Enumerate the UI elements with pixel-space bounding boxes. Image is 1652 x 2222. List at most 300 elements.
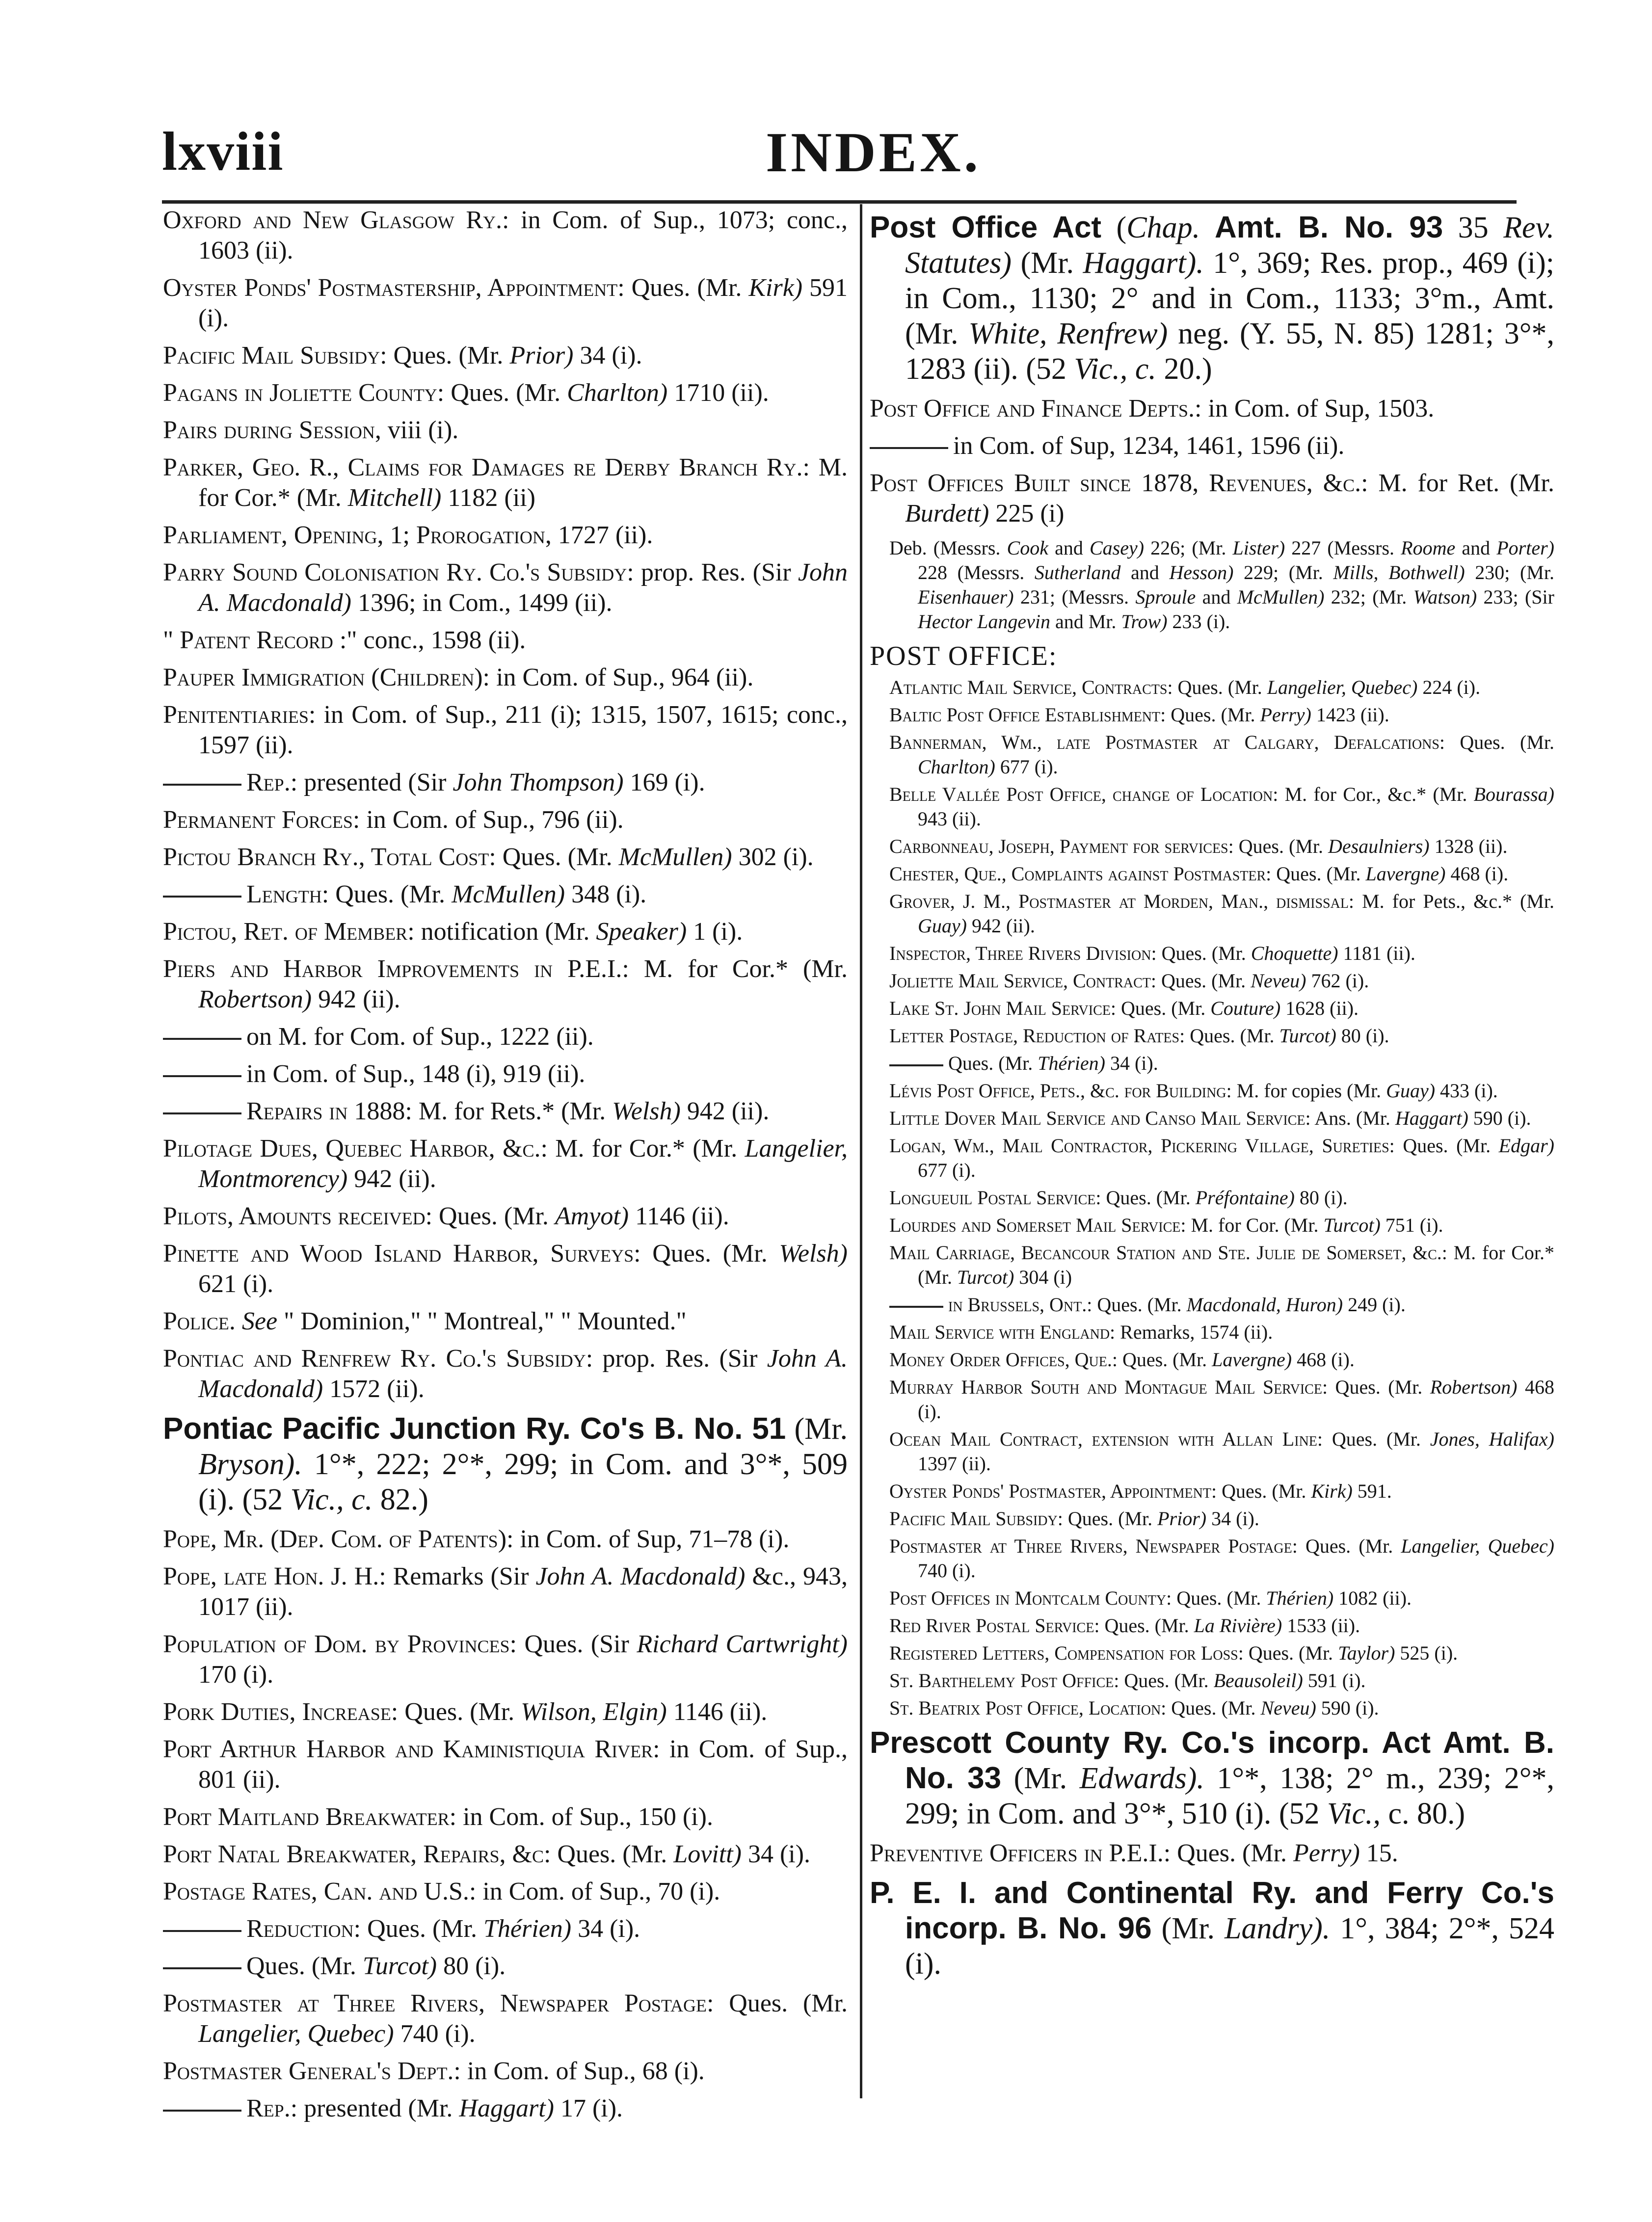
entry-text: 224 (i). [1417, 676, 1481, 698]
entry-text: Ques. (Mr. [1394, 1135, 1499, 1157]
entry-heading: Carbonneau, Joseph, Payment for services: [889, 835, 1234, 857]
entry-heading: Oyster Ponds' Postmastership, Appointment: [163, 274, 625, 302]
entry-text: Ques. (Mr. [1445, 731, 1554, 753]
ditto-dash [163, 1930, 241, 1932]
entry-text: in Com. of Sup., 148 (i), 919 (ii). [246, 1060, 586, 1088]
entry-text: 1572 (ii). [323, 1375, 425, 1403]
index-entry [889, 1213, 1554, 1238]
entry-text: Ques. (Mr. [1271, 863, 1366, 885]
entry-text: Remarks, 1574 (ii). [1115, 1321, 1273, 1343]
entry-text: 942 (ii). [312, 985, 400, 1013]
entry-text: Ques. (Mr. [1119, 1669, 1214, 1692]
entry-heading: Postmaster at Three Rivers, Newspaper Postage: [163, 1989, 714, 2017]
ditto-dash [163, 2110, 241, 2112]
entry-text: Ques. (Mr. [1328, 1376, 1430, 1398]
index-entry [889, 1375, 1554, 1424]
index-entry [163, 625, 848, 656]
entry-heading: Length: [246, 880, 329, 908]
entry-text: 942 (ii). [966, 915, 1035, 937]
entry-text: 34 (i). [573, 342, 642, 370]
entry-heading: Little Dover Mail Service and Canso Mail Service: [889, 1107, 1311, 1129]
entry-italic: Sutherland [1034, 561, 1121, 583]
entry-heading: Repairs in 1888: [246, 1097, 412, 1125]
entry-text: M. for copies (Mr. [1231, 1080, 1386, 1102]
entry-italic: Landry). [1225, 1912, 1331, 1945]
entry-text: 232; (Mr. [1324, 586, 1413, 608]
entry-text: 1727 (ii). [551, 521, 653, 549]
entry-text: Ques. (Mr. [1092, 1294, 1187, 1316]
index-entry [889, 1479, 1554, 1504]
entry-text: 677 (i). [918, 1159, 976, 1181]
entry-text: 1328 (ii). [1429, 835, 1508, 857]
entry-italic: Macdonald, Huron) [1186, 1294, 1343, 1316]
entry-text: M. for Cor.* (Mr. [918, 1242, 1554, 1288]
entry-italic: Jones, Halifax) [1430, 1428, 1555, 1450]
entry-text: 1°, 369; Res. prop., 469 (i); in Com., 1130; 2° and in Com., 1133; 3°m., Amt. (Mr. [905, 246, 1554, 350]
entry-italic: Préfontaine) [1195, 1187, 1295, 1209]
entry-heading: Preventive Officers in P.E.I.: [870, 1839, 1171, 1867]
entry-heading: Oxford and New Glasgow Ry.: [163, 206, 509, 234]
ditto-dash [163, 896, 241, 898]
entry-text: 942 (ii). [680, 1097, 770, 1125]
entry-text: 226; (Mr. [1144, 537, 1233, 559]
page-number: lxviii [162, 121, 284, 182]
entry-text: 1082 (ii). [1333, 1587, 1412, 1609]
entry-italic: Casey) [1089, 537, 1145, 559]
entry-italic: Desaulniers) [1328, 835, 1430, 857]
index-entry [870, 1876, 1554, 1982]
entry-italic: Choquette) [1251, 942, 1338, 964]
index-entry [163, 1344, 848, 1404]
left-column [163, 205, 848, 2131]
index-entry [889, 675, 1554, 700]
entry-italic: Haggart) [459, 2094, 554, 2122]
entry-italic: Couture) [1210, 997, 1281, 1019]
entry-heading: Pilotage Dues, Quebec Harbor, &c.: [163, 1135, 548, 1163]
entry-text: 1396; in Com., 1499 (ii). [351, 589, 613, 617]
entry-italic: Vic., c. [1074, 352, 1156, 386]
index-entry [889, 1051, 1554, 1076]
ditto-dash [163, 784, 241, 786]
entry-text: Ques. (Mr. [1171, 1839, 1294, 1867]
entry-text: 1533 (ii). [1282, 1614, 1360, 1637]
entry-heading: Reduction: [246, 1915, 361, 1943]
entry-italic: Lister) [1232, 537, 1285, 559]
index-entry [163, 1877, 848, 1907]
entry-heading: Port Maitland Breakwater: [163, 1803, 457, 1831]
entry-text: 591 (i). [198, 274, 848, 332]
entry-text: in Com. of Sup., 964 (ii). [490, 663, 754, 691]
entry-text: Ques. (Mr. [714, 1989, 848, 2017]
index-entry [163, 1096, 848, 1127]
entry-text: in Com. of Sup., 801 (ii). [198, 1735, 848, 1794]
entry-text: Ques. (Mr. [1117, 1349, 1212, 1371]
index-entry [889, 703, 1554, 727]
entry-heading: Mail Service with England: [889, 1321, 1116, 1343]
right-column [870, 205, 1554, 1988]
entry-italic: Haggart). [1083, 246, 1204, 280]
entry-heading: Chester, Que., Complaints against Postmaster: [889, 863, 1272, 885]
index-entry [889, 1106, 1554, 1131]
entry-text: 20.) [1156, 352, 1212, 386]
index-entry [163, 1802, 848, 1832]
entry-text: (Mr. [786, 1412, 848, 1446]
index-entry [889, 969, 1554, 993]
ditto-dash [163, 1038, 241, 1040]
entry-heading: Atlantic Mail Service, Contracts: [889, 676, 1173, 698]
entry-heading: Rep.: [246, 2094, 298, 2122]
index-entry [889, 889, 1554, 938]
entry-heading: Post Offices Built since 1878, Revenues, &c.: [870, 469, 1368, 497]
entry-text: 229; (Mr. [1233, 561, 1333, 583]
entry-italic: Amyot) [555, 1202, 629, 1230]
index-entry [163, 1629, 848, 1690]
entry-italic: Burdett) [905, 500, 989, 528]
entry-text: 228 (Messrs. [918, 561, 1035, 583]
index-entry [870, 1725, 1554, 1831]
entry-italic: Welsh) [612, 1097, 681, 1125]
entry-italic: Hesson) [1169, 561, 1234, 583]
entry-text: notification (Mr. [414, 918, 596, 946]
index-entry [163, 954, 848, 1015]
entry-heading: Lévis Post Office, Pets., &c. for Building: [889, 1080, 1232, 1102]
entry-text: 468 (i). [1445, 863, 1509, 885]
entry-text: 80 (i). [1336, 1025, 1389, 1047]
entry-text: Ques. (Mr. [1101, 1187, 1196, 1209]
index-entry [889, 1507, 1554, 1531]
entry-italic: Hector Langevin [918, 610, 1050, 633]
entry-text: neg. (Y. 55, N. 85) 1281; 3°*, 1283 (ii). (52 [905, 317, 1555, 386]
entry-text: Ques. (Mr. [1297, 1535, 1401, 1557]
entry-text: 468 (i). [918, 1376, 1555, 1423]
entry-heading: Murray Harbor South and Montague Mail Service: [889, 1376, 1328, 1398]
entry-italic: Lavergne) [1212, 1349, 1292, 1371]
entry-text: 1710 (ii). [667, 379, 769, 407]
index-entry [163, 1561, 848, 1622]
entry-italic: Bourassa) [1473, 783, 1554, 805]
index-entry [163, 452, 848, 513]
index-entry [889, 1079, 1554, 1103]
entry-text: 304 (i) [1014, 1266, 1072, 1288]
entry-text: M. for Cor.* (Mr. [547, 1135, 745, 1163]
entry-text: " Dominion," " Montreal," " Mounted." [277, 1307, 687, 1335]
index-entry [870, 431, 1554, 461]
entry-text: &c., 943, 1017 (ii). [198, 1562, 848, 1621]
entry-italic: Charlton) [918, 756, 995, 778]
entry-text: in Com. of Sup., 68 (i). [460, 2057, 705, 2085]
entry-text: 35 [1443, 211, 1504, 244]
entry-italic: John A. Macdonald) [198, 558, 848, 617]
entry-italic: McMullen) [452, 880, 565, 908]
entry-italic: Langelier, Quebec) [198, 2020, 394, 2048]
entry-text: (Mr. [1001, 1762, 1080, 1795]
index-entry [163, 1839, 848, 1870]
entry-text: (Mr. [1011, 246, 1083, 280]
index-entry [889, 834, 1554, 859]
entry-italic: Vic., [1327, 1797, 1381, 1830]
entry-heading: Longueuil Postal Service: [889, 1187, 1101, 1209]
index-entry [870, 641, 1554, 671]
entry-text: 80 (i). [437, 1952, 506, 1980]
entry-heading: Grover, J. M., Postmaster at Morden, Man., dismissal: [889, 890, 1355, 912]
entry-heading: Pictou Branch Ry., Total Cost: [163, 843, 496, 871]
entry-italic: Porter) [1496, 537, 1554, 559]
entry-heading: Pinette and Wood Island Harbor, Surveys: [163, 1240, 641, 1268]
ditto-dash [889, 1306, 943, 1308]
entry-heading: Registered Letters, Compensation for Loss: [889, 1642, 1244, 1664]
entry-italic: Turcot) [957, 1266, 1014, 1288]
entry-text: Ques. (Mr. [246, 1952, 363, 1980]
index-entry [870, 394, 1554, 424]
entry-heading: in Brussels, Ont.: [948, 1294, 1092, 1316]
entry-heading: Postmaster at Three Rivers, Newspaper Postage: [889, 1535, 1298, 1557]
entry-text: M. for Rets.* (Mr. [412, 1097, 613, 1125]
entry-heading: Port Natal Breakwater, Repairs, &c: [163, 1840, 551, 1868]
entry-text: 34 (i). [571, 1915, 640, 1943]
entry-text: 34 (i). [1105, 1052, 1158, 1074]
entry-text: M. for Cor.* (Mr. [629, 955, 848, 983]
entry-italic: Langelier, Quebec) [1267, 676, 1418, 698]
index-entry [889, 1534, 1554, 1583]
entry-text: in Com. of Sup., 211 (i); 1315, 1507, 1615; conc., 1597 (ii). [198, 701, 848, 759]
entry-text: 233; (Sir [1477, 586, 1554, 608]
entry-italic: Edwards). [1079, 1762, 1204, 1795]
index-entry [163, 1201, 848, 1232]
entry-heading: Inspector, Three Rivers Division: [889, 942, 1157, 964]
index-entry [163, 205, 848, 266]
entry-heading: Population of Dom. by Provinces: [163, 1630, 517, 1658]
entry-italic: La Rivière) [1194, 1614, 1282, 1637]
index-entry [889, 862, 1554, 886]
entry-text: 227 (Messrs. [1285, 537, 1401, 559]
index-entry [163, 2093, 848, 2124]
entry-text: viii (i). [381, 416, 459, 444]
index-entry [163, 917, 848, 947]
entry-text: in Com. of Sup, 1234, 1461, 1596 (ii). [953, 432, 1345, 460]
entry-text: 433 (i). [1435, 1080, 1498, 1102]
entry-italic: Turcot) [1279, 1025, 1336, 1047]
entry-heading: Mail Carriage, Becancour Station and Ste. Julie de Somerset, &c.: [889, 1242, 1447, 1264]
entry-text: 169 (i). [623, 768, 705, 796]
entry-italic: Langelier, Montmorency) [198, 1135, 848, 1193]
index-entry [163, 1697, 848, 1727]
ditto-dash [163, 1075, 241, 1077]
index-entry [889, 1134, 1554, 1183]
entry-text: Ques. (Mr. [329, 880, 452, 908]
entry-heading: Amt. B. No. 93 [1200, 211, 1443, 244]
entry-heading: Pope, Mr. (Dep. Com. of Patents): [163, 1525, 514, 1553]
index-entry [163, 879, 848, 910]
ditto-dash [163, 1112, 241, 1114]
entry-heading: Parker, Geo. R., Claims for Damages re Derby Branch Ry.: [163, 453, 810, 481]
index-entry [163, 1734, 848, 1795]
entry-text: Ques. (Mr. [1156, 942, 1251, 964]
entry-italic: Lavergne) [1365, 863, 1446, 885]
entry-text: M. for Cor. (Mr. [1186, 1214, 1324, 1236]
entry-text: 80 (i). [1294, 1187, 1348, 1209]
entry-heading: Permanent Forces: [163, 806, 360, 834]
entry-heading: Bannerman, Wm., late Postmaster at Calgary, Defalcations: [889, 731, 1445, 753]
entry-text: in Com. of Sup., 150 (i). [456, 1803, 713, 1831]
entry-italic: Trow) [1121, 610, 1168, 633]
entry-heading: P. E. I. and Continental Ry. and Ferry Co.'s incorp. B. No. 96 [870, 1876, 1554, 1945]
entry-text: Ques. (Mr. [551, 1840, 674, 1868]
entry-text: 1°*, 222; 2°*, 299; in Com. and 3°*, 509 (i). (52 [198, 1448, 848, 1516]
entry-italic: John Thompson) [453, 768, 624, 796]
index-entry [163, 557, 848, 618]
entry-heading: Pontiac and Renfrew Ry. Co.'s Subsidy: [163, 1345, 593, 1373]
index-entry [889, 1614, 1554, 1638]
entry-italic: McMullen) [618, 843, 732, 871]
entry-italic: Kirk) [1311, 1480, 1353, 1502]
index-entry [163, 2056, 848, 2087]
entry-text: 525 (i). [1395, 1642, 1458, 1664]
entry-heading: Post Offices in Montcalm County: [889, 1587, 1172, 1609]
entry-text: Ques. (Mr. [1233, 835, 1328, 857]
entry-text: Ques. (Mr. [1217, 1480, 1311, 1502]
entry-heading: Prorogation, [416, 521, 552, 549]
entry-text: in Com. of Sup., 70 (i). [476, 1878, 720, 1905]
entry-italic: Richard Cartwright) [637, 1630, 848, 1658]
entry-text: (Mr. [1151, 1912, 1225, 1945]
entry-italic: Haggart) [1395, 1107, 1468, 1129]
entry-text: prop. Res. (Sir [593, 1345, 767, 1373]
entry-italic: Perry) [1293, 1839, 1360, 1867]
entry-heading: " Patent Record :" [163, 626, 357, 654]
index-entry [163, 1239, 848, 1299]
entry-text: Ques. (Mr. [361, 1915, 483, 1943]
entry-italic: John A. Macdonald) [535, 1562, 746, 1590]
entry-italic: Cook [1007, 537, 1048, 559]
entry-heading: Post Office Act [870, 211, 1102, 244]
entry-heading: Pictou, Ret. of Member: [163, 918, 415, 946]
entry-heading: Prescott County Ry. Co.'s incorp. Act Amt. B. No. 33 [870, 1726, 1554, 1795]
index-entry [163, 1022, 848, 1052]
entry-text: Ques. (Mr. [387, 342, 510, 370]
entry-text: 468 (i). [1292, 1349, 1355, 1371]
entry-italic: Thérien) [1038, 1052, 1105, 1074]
index-entry [163, 1988, 848, 2049]
entry-text: M. for Ret. (Mr. [1368, 469, 1554, 497]
entry-text: 230; (Mr. [1465, 561, 1554, 583]
entry-text: 1628 (ii). [1280, 997, 1359, 1019]
entry-text: and [1455, 537, 1497, 559]
entry-italic: Mills, Bothwell) [1333, 561, 1465, 583]
index-entry [889, 1427, 1554, 1476]
entry-text [236, 1307, 242, 1335]
entry-heading: Parry Sound Colonisation Ry. Co.'s Subsidy: [163, 558, 634, 586]
index-entry [889, 1024, 1554, 1048]
entry-heading: Pontiac Pacific Junction Ry. Co's B. No. 51 [163, 1412, 786, 1446]
entry-text: 1423 (ii). [1311, 704, 1389, 726]
entry-italic: Prior) [1157, 1508, 1207, 1530]
entry-text: Deb. (Messrs. [889, 537, 1007, 559]
entry-italic: Welsh) [779, 1240, 848, 1268]
entry-text: 170 (i). [198, 1661, 274, 1689]
entry-text: and [1120, 561, 1170, 583]
page-title: INDEX. [766, 121, 981, 184]
entry-text: 1397 (ii). [918, 1453, 991, 1475]
entry-text: 82.) [373, 1483, 428, 1516]
index-entry [889, 1348, 1554, 1372]
index-entry [889, 941, 1554, 966]
entry-heading: Pairs during Session, [163, 416, 381, 444]
index-entry [889, 1586, 1554, 1611]
index-entry [163, 767, 848, 798]
entry-text: 740 (i). [918, 1560, 976, 1582]
entry-italic: Turcot) [1323, 1214, 1381, 1236]
entry-text: 1146 (ii). [629, 1202, 729, 1230]
entry-italic: Neveu) [1251, 970, 1306, 992]
entry-text: in Com. of Sup., 1073; conc., 1603 (ii). [198, 206, 848, 265]
entry-text: Ques. (Mr. [1156, 970, 1251, 992]
entry-text: Ques. (Mr. [432, 1202, 555, 1230]
entry-text: Ques. (Mr. [1166, 704, 1260, 726]
entry-heading: Pope, late Hon. J. H.: [163, 1562, 386, 1590]
entry-heading: Post Office and Finance Depts.: [870, 395, 1202, 423]
index-entry [163, 1134, 848, 1194]
index-entry [163, 805, 848, 835]
index-entry [889, 1293, 1554, 1317]
entry-italic: Mitchell) [347, 484, 442, 512]
index-entry [163, 378, 848, 408]
index-entry [163, 273, 848, 334]
entry-italic: Vic., c. [290, 1483, 373, 1516]
entry-italic: Chap. [1126, 211, 1200, 244]
entry-text: 942 (ii). [347, 1165, 436, 1193]
entry-heading: Money Order Offices, Que.: [889, 1349, 1118, 1371]
entry-italic: Roome [1401, 537, 1456, 559]
entry-text: in Com. of Sup., 796 (ii). [360, 806, 624, 834]
entry-text: Ques. (Mr. [1166, 1697, 1261, 1719]
index-entry [889, 1668, 1554, 1693]
entry-italic: Charlton) [567, 379, 668, 407]
index-entry [889, 1320, 1554, 1345]
entry-text: conc., 1598 (ii). [357, 626, 526, 654]
entry-text: Remarks (Sir [386, 1562, 536, 1590]
entry-text: Ques. (Mr. [1172, 1587, 1266, 1609]
entry-text: Ques. (Mr. [1172, 676, 1267, 698]
entry-heading: Pacific Mail Subsidy: [889, 1508, 1063, 1530]
entry-text: 621 (i). [198, 1270, 274, 1298]
entry-text: in Com. of Sup, 71–78 (i). [513, 1525, 790, 1553]
ditto-dash [889, 1064, 943, 1066]
entry-text: c. 80.) [1381, 1797, 1465, 1830]
index-entry [163, 341, 848, 371]
index-entry [889, 782, 1554, 831]
index-entry [870, 468, 1554, 529]
entry-italic: Guay) [1386, 1080, 1436, 1102]
entry-text: 1; [383, 521, 416, 549]
entry-heading: Postmaster General's Dept.: [163, 2057, 461, 2085]
entry-heading: Baltic Post Office Establishment: [889, 704, 1166, 726]
entry-italic: Langelier, Quebec) [1401, 1535, 1554, 1557]
entry-heading: Joliette Mail Service, Contract: [889, 970, 1156, 992]
entry-heading: Penitentiaries: [163, 701, 316, 729]
entry-heading: St. Beatrix Post Office, Location: [889, 1697, 1167, 1719]
entry-italic: Robertson) [1430, 1376, 1518, 1398]
entry-text: Ques. (Mr. [496, 843, 619, 871]
entry-italic: Eisenhauer) [918, 586, 1014, 608]
ditto-dash [163, 1967, 241, 1969]
entry-italic: Neveu) [1260, 1697, 1316, 1719]
entry-heading: Postage Rates, Can. and U.S.: [163, 1878, 477, 1905]
entry-heading: Rep.: [246, 768, 298, 796]
ditto-dash [870, 447, 948, 449]
entry-text: and [1196, 586, 1237, 608]
index-entry [870, 210, 1554, 387]
index-entry [163, 1914, 848, 1944]
